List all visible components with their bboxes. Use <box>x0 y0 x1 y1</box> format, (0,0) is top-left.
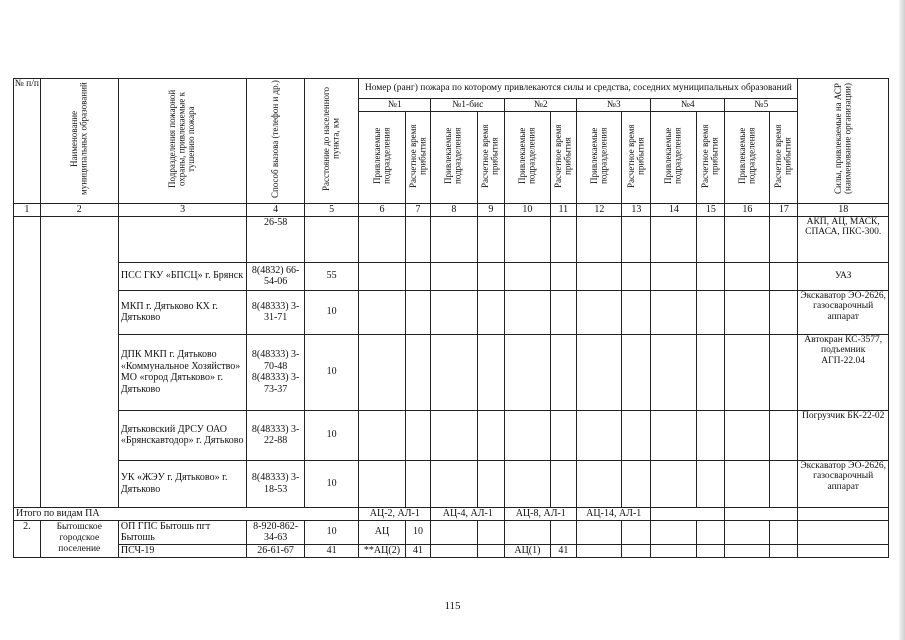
col-number: 8 <box>431 204 477 217</box>
col-number: 4 <box>247 204 305 217</box>
rank-4: №4 <box>651 99 725 112</box>
rank-2-time-cell: 41 <box>550 544 577 557</box>
sub-time: Расчетное время прибытия <box>550 112 577 204</box>
col-number: 11 <box>550 204 577 217</box>
distance-cell <box>304 216 358 262</box>
rank-5: №5 <box>725 99 798 112</box>
col-number: 17 <box>770 204 798 217</box>
asr-cell: Автокран КС-3577, подъемник АГП-22.04 <box>798 334 889 410</box>
call-cell: 8(48333) 3-70-48 8(48333) 3-73-37 <box>247 334 305 410</box>
page-number: 115 <box>444 600 461 612</box>
table-row <box>14 520 889 544</box>
col-number: 3 <box>118 204 246 217</box>
rank-1-bis: №1-бис <box>431 99 505 112</box>
unit-cell: УК «ЖЭУ г. Дятьково» г. Дятьково <box>118 460 246 507</box>
header-units: Подразделения пожарной охраны, привлекаемые к тушению пожара <box>118 79 246 204</box>
header-municipality: Наименование муниципальных образований <box>40 79 118 204</box>
call-cell: 8(4832) 66-54-06 <box>247 262 305 290</box>
rank-1-unit-cell: АЦ <box>359 520 405 544</box>
rank-1-time-cell: 10 <box>405 520 431 544</box>
header-distance: Расстояние до населенного пункта, км <box>304 79 358 204</box>
call-cell: 8-920-862-34-63 <box>247 520 305 544</box>
section-municipality: Бытошское городское поселение <box>40 520 118 557</box>
col-number: 18 <box>798 204 889 217</box>
table-row <box>14 334 889 410</box>
distance-cell: 55 <box>304 262 358 290</box>
call-cell: 8(48333) 3-31-71 <box>247 290 305 334</box>
rank-1-time-cell: 41 <box>405 544 431 557</box>
unit-cell: ДПК МКП г. Дятьково «Коммунальное Хозяйство» МО «город Дятьково» г. Дятьково <box>118 334 246 410</box>
distance-cell: 10 <box>304 334 358 410</box>
col-number: 14 <box>651 204 697 217</box>
sub-time: Расчетное время прибытия <box>405 112 431 204</box>
totals-rank-2: АЦ-8, АЛ-1 <box>505 507 577 520</box>
sub-time: Расчетное время прибытия <box>770 112 798 204</box>
totals-row <box>14 507 889 520</box>
unit-cell: Дятьковский ДРСУ ОАО «Брянскавтодор» г. Дятьково <box>118 410 246 460</box>
column-numbers-row <box>14 204 889 217</box>
table-row <box>14 262 889 290</box>
num-cell <box>14 216 41 507</box>
distance-cell: 10 <box>304 520 358 544</box>
sub-units: Привлекаемые подразделения <box>577 112 622 204</box>
rank-1: №1 <box>359 99 431 112</box>
header-rank-title: Номер (ранг) пожара по которому привлекаются силы и средства, соседних муниципальных образований <box>359 79 798 99</box>
distance-cell: 10 <box>304 290 358 334</box>
asr-cell: Погрузчик БК-22-02 <box>798 410 889 460</box>
table-row <box>14 460 889 507</box>
header-num: № п/п <box>14 79 41 204</box>
col-number: 12 <box>577 204 622 217</box>
fire-plan-table <box>13 78 889 558</box>
col-number: 10 <box>505 204 550 217</box>
call-cell: 8(48333) 3-18-53 <box>247 460 305 507</box>
scan-edge <box>899 0 905 640</box>
distance-cell: 41 <box>304 544 358 557</box>
table-row <box>14 544 889 557</box>
sub-time: Расчетное время прибытия <box>697 112 725 204</box>
totals-rank-3: АЦ-14, АЛ-1 <box>577 507 651 520</box>
rank-2-unit-cell: АЦ(1) <box>505 544 550 557</box>
table-row <box>14 290 889 334</box>
col-number: 16 <box>725 204 770 217</box>
distance-cell: 10 <box>304 460 358 507</box>
sub-units: Привлекаемые подразделения <box>725 112 770 204</box>
table-row <box>14 216 889 262</box>
call-cell: 26-61-67 <box>247 544 305 557</box>
unit-cell: ОП ГПС Бытошь пгт Бытошь <box>118 520 246 544</box>
asr-cell: УАЗ <box>798 262 889 290</box>
rank-3: №3 <box>577 99 651 112</box>
col-number: 6 <box>359 204 405 217</box>
unit-cell: МКП г. Дятьково КХ г. Дятьково <box>118 290 246 334</box>
sub-units: Привлекаемые подразделения <box>431 112 477 204</box>
rank-1-unit-cell: **АЦ(2) <box>359 544 405 557</box>
call-cell: 26-58 <box>247 216 305 262</box>
sub-time: Расчетное время прибытия <box>622 112 651 204</box>
col-number: 2 <box>40 204 118 217</box>
section-num: 2. <box>14 520 41 557</box>
totals-rank-1: АЦ-2, АЛ-1 <box>359 507 431 520</box>
call-cell: 8(48333) 3-22-88 <box>247 410 305 460</box>
table-row <box>14 410 889 460</box>
col-number: 7 <box>405 204 431 217</box>
asr-cell: Экскаватор ЭО-2626, газосварочный аппарат <box>798 460 889 507</box>
col-number: 13 <box>622 204 651 217</box>
col-number: 9 <box>477 204 505 217</box>
header-call: Способ вызова (телефон и др.) <box>247 79 305 204</box>
col-number: 5 <box>304 204 358 217</box>
rank-2: №2 <box>505 99 577 112</box>
col-number: 15 <box>697 204 725 217</box>
asr-cell: АКП, АЦ, МАСК, СПАСА, ПКС-300. <box>798 216 889 262</box>
totals-rank-1-bis: АЦ-4, АЛ-1 <box>431 507 505 520</box>
totals-label: Итого по видам ПА <box>14 507 359 520</box>
unit-cell <box>118 216 246 262</box>
sub-units: Привлекаемые подразделения <box>651 112 697 204</box>
unit-cell: ПСС ГКУ «БПСЦ» г. Брянск <box>118 262 246 290</box>
col-number: 1 <box>14 204 41 217</box>
unit-cell: ПСЧ-19 <box>118 544 246 557</box>
sub-time: Расчетное время прибытия <box>477 112 505 204</box>
header-asr: Силы, привлекаемые на АСР (наименование организации) <box>798 79 889 204</box>
sub-units: Привлекаемые подразделения <box>505 112 550 204</box>
sub-units: Привлекаемые подразделения <box>359 112 405 204</box>
asr-cell: Экскаватор ЭО-2626, газосварочный аппарат <box>798 290 889 334</box>
distance-cell: 10 <box>304 410 358 460</box>
municipality-cell <box>40 216 118 507</box>
